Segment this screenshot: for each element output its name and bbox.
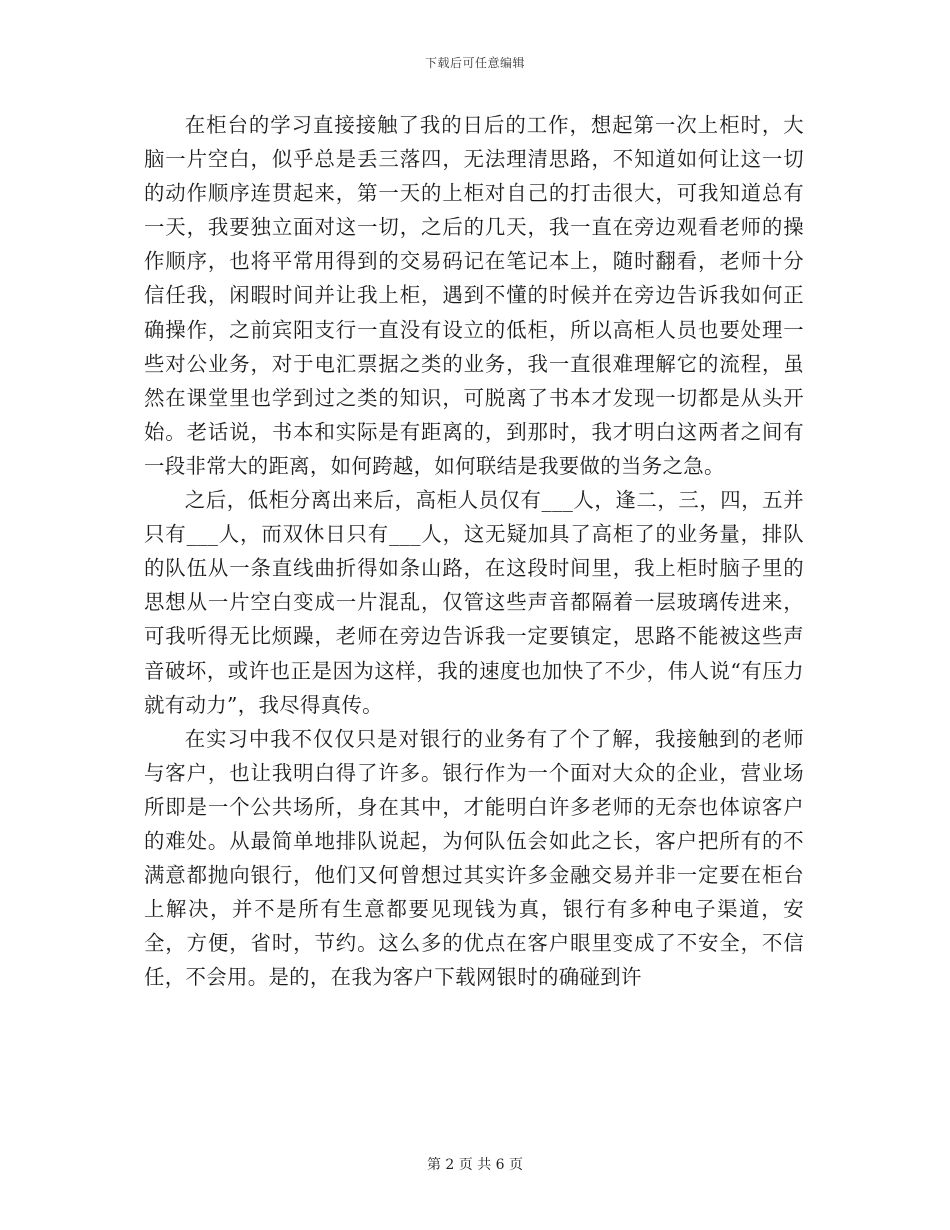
- page-number-footer: 第 2 页 共 6 页: [426, 1157, 524, 1173]
- page-header: 下载后可任意编辑: [424, 56, 525, 70]
- paragraph-1: 在柜台的学习直接接触了我的日后的工作，想起第一次上柜时，大脑一片空白，似乎总是丢三落四，无法理清思路，不知道如何让这一切的动作顺序连贯起来，第一天的上柜对自己的打击很大，可我知道总有一天，我要独立面对这一切，之后的几天，我一直在旁边观看老师的操作顺序，也将平常用得到的交易码记在笔记本上，随时翻看，老师十分信任我，闲暇时间并让我上柜，遇到不懂的时候并在旁边告诉我如何正确操作，之前宾阳支行一直没有设立的低柜，所以高柜人员也要处理一些对公业务，对于电汇票据之类的业务，我一直很难理解它的流程，虽然在课堂里也学到过之类的知识，可脱离了书本才发现一切都是从头开始。老话说，书本和实际是有距离的，到那时，我才明白这两者之间有一段非常大的距离，如何跨越，如何联结是我要做的当务之急。: [144, 113, 804, 478]
- paragraph-3: 在实习中我不仅仅只是对银行的业务有了个了解，我接触到的老师与客户，也让我明白得了许多。银行作为一个面对大众的企业，营业场所即是一个公共场所，身在其中，才能明白许多老师的无奈也体谅客户的难处。从最简单地排队说起，为何队伍会如此之长，客户把所有的不满意都抛向银行，他们又何曾想过其实许多金融交易并非一定要在柜台上解决，并不是所有生意都要见现钱为真，银行有多种电子渠道，安全，方便，省时，节约。这么多的优点在客户眼里变成了不安全，不信任，不会用。是的，在我为客户下载网银时的确碰到许: [144, 726, 804, 990]
- paragraph-2: 之后，低柜分离出来后，高柜人员仅有___人，逢二，三，四，五并只有___人，而双休日只有___人，这无疑加具了高柜了的业务量，排队的队伍从一条直线曲折得如条山路，在这段时间里，我上柜时脑子里的思想从一片空白变成一片混乱，仅管这些声音都隔着一层玻璃传进来，可我听得无比烦躁，老师在旁边告诉我一定要镇定，思路不能被这些声音破坏，或许也正是因为这样，我的速度也加快了不少，伟人说“有压力就有动力”，我尽得真传。: [144, 488, 804, 717]
- document-body: [144, 108, 804, 994]
